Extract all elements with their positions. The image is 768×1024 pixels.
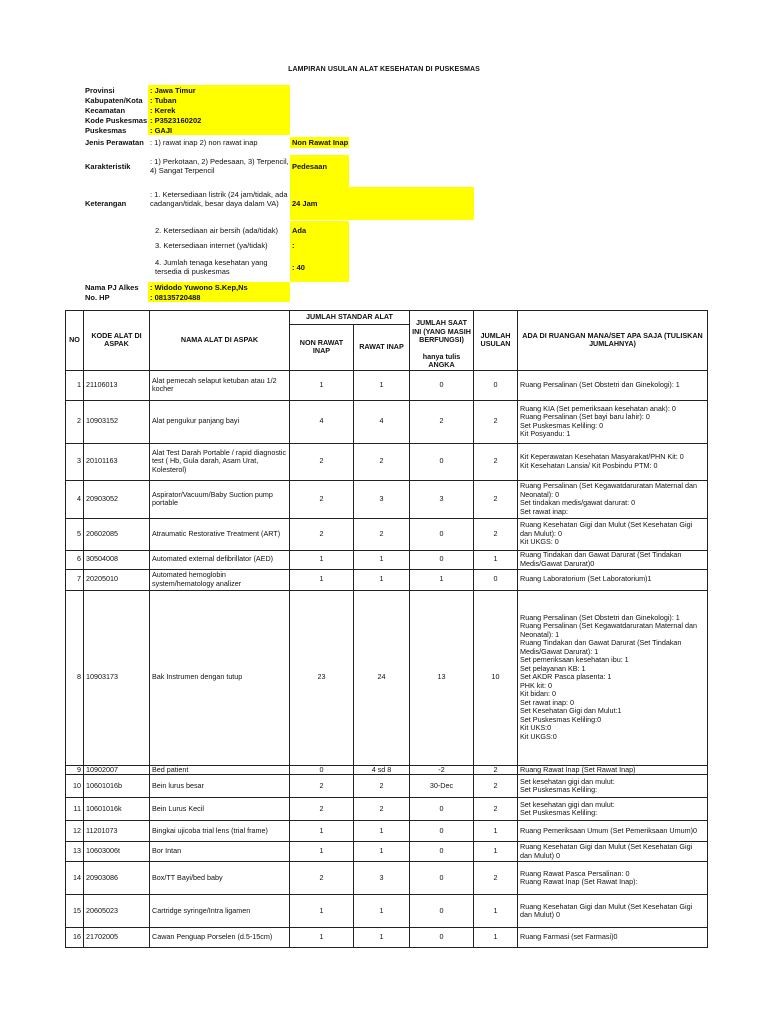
cell-rawat: 3: [354, 862, 410, 895]
table-row: [66, 370, 708, 400]
cell-non-rawat: 1: [290, 842, 354, 862]
cell-kode: 10903173: [84, 590, 150, 765]
cell-kode: 21106013: [84, 370, 150, 400]
listrik-value: 24 Jam: [292, 199, 318, 208]
cell-non-rawat: 2: [290, 798, 354, 821]
header-jumlah-standar: JUMLAH STANDAR ALAT: [290, 311, 410, 325]
cell-usulan: 0: [474, 569, 518, 590]
cell-non-rawat: 2: [290, 480, 354, 518]
highlight-listrik: [290, 187, 474, 220]
cell-ruangan: Ruang Persalinan (Set Obstetri dan Ginekologi): 1 Ruang Persalinan (Set Kegawatdaruratan Maternal dan Neonatal): 1 Ruang Tindakan dan Gawat Darurat (Set Tindakan Medis/Gawat Darurat): 1 Set pemeriksaan kesehatan ibu: 1 Set pelayanan KB: 1 Set AKDR Pasca plasenta: 1 PHK kit: 0 Kit bidan: 0 Set rawat inap: 0 Set Kesehatan Gigi dan Mulut:1 Set Puskesmas Keliling:0 Kit UKS:0 Kit UKGS:0: [518, 590, 708, 765]
provinsi-value: : Jawa Timur: [150, 86, 196, 95]
cell-usulan: 2: [474, 798, 518, 821]
table-row: [66, 821, 708, 842]
header-ruangan: ADA DI RUANGAN MANA/SET APA SAJA (TULISKAN JUMLAHNYA): [518, 311, 708, 371]
cell-ruangan: Ruang Persalinan (Set Kegawatdaruratan Maternal dan Neonatal): 0 Set tindakan medis/gawat darurat: 0 Set rawat inap:: [518, 480, 708, 518]
cell-ruangan: Ruang Tindakan dan Gawat Darurat (Set Tindakan Medis/Gawat Darurat)0: [518, 550, 708, 569]
cell-no: 13: [66, 842, 84, 862]
cell-nama: Bingkai ujicoba trial lens (trial frame): [150, 821, 290, 842]
table-row: [66, 895, 708, 928]
cell-rawat: 1: [354, 569, 410, 590]
header-saat-ini-note: hanya tulis ANGKA: [410, 353, 474, 371]
internet-value: :: [292, 241, 295, 250]
cell-rawat: 1: [354, 895, 410, 928]
cell-rawat: 24: [354, 590, 410, 765]
cell-ruangan: Ruang Kesehatan Gigi dan Mulut (Set Kesehatan Gigi dan Mulut) 0: [518, 895, 708, 928]
cell-kode: 10601016k: [84, 798, 150, 821]
cell-usulan: 2: [474, 400, 518, 443]
cell-no: 5: [66, 518, 84, 550]
cell-ruangan: Ruang KIA (Set pemeriksaan kesehatan anak): 0 Ruang Persalinan (Set bayi baru lahir): 0 Set Puskesmas Keliling: 0 Kit Posyandu: 1: [518, 400, 708, 443]
cell-non-rawat: 2: [290, 775, 354, 798]
pj-label: Nama PJ Alkes: [85, 283, 139, 292]
karakteristik-value: Pedesaan: [292, 162, 328, 171]
cell-usulan: 10: [474, 590, 518, 765]
listrik-question: : 1. Ketersediaan listrik (24 jam/tidak, ada cadangan/tidak, besar daya dalam VA): [150, 190, 288, 208]
table-row: [66, 569, 708, 590]
cell-no: 2: [66, 400, 84, 443]
cell-no: 6: [66, 550, 84, 569]
cell-kode: 20605023: [84, 895, 150, 928]
cell-rawat: 1: [354, 928, 410, 948]
tenaga-value: : 40: [292, 263, 305, 272]
cell-rawat: 2: [354, 443, 410, 480]
cell-ruangan: Ruang Pemeriksaan Umum (Set Pemeriksaan Umum)0: [518, 821, 708, 842]
cell-usulan: 1: [474, 550, 518, 569]
kabupaten-label: Kabupaten/Kota: [85, 96, 143, 105]
cell-usulan: 1: [474, 928, 518, 948]
header-saat-ini: JUMLAH SAAT INI (YANG MASIH BERFUNGSI): [410, 311, 474, 353]
cell-kode: 30504008: [84, 550, 150, 569]
table-body: [66, 370, 708, 948]
kode-label: Kode Puskesmas: [85, 116, 148, 125]
table-row: [66, 842, 708, 862]
cell-kode: 21702005: [84, 928, 150, 948]
cell-rawat: 4 sd 8: [354, 765, 410, 775]
cell-no: 10: [66, 775, 84, 798]
cell-non-rawat: 1: [290, 821, 354, 842]
cell-ruangan: Set kesehatan gigi dan mulut: Set Puskesmas Keliling:: [518, 775, 708, 798]
cell-rawat: 4: [354, 400, 410, 443]
cell-non-rawat: 0: [290, 765, 354, 775]
tenaga-question: 4. Jumlah tenaga kesehatan yang tersedia di puskesmas: [155, 258, 268, 276]
cell-nama: Alat Test Darah Portable / rapid diagnostic test ( Hb, Gula darah, Asam Urat, Kolesterol): [150, 443, 290, 480]
cell-saat-ini: 30-Dec: [410, 775, 474, 798]
cell-non-rawat: 2: [290, 443, 354, 480]
cell-saat-ini: 13: [410, 590, 474, 765]
hp-label: No. HP: [85, 293, 110, 302]
table-row: [66, 443, 708, 480]
table-row: [66, 400, 708, 443]
kode-value: : P3523160202: [150, 116, 202, 125]
cell-no: 3: [66, 443, 84, 480]
cell-saat-ini: 3: [410, 480, 474, 518]
cell-nama: Alat pengukur panjang bayi: [150, 400, 290, 443]
cell-usulan: 2: [474, 775, 518, 798]
cell-kode: 20205010: [84, 569, 150, 590]
table-row: [66, 590, 708, 765]
highlight-karakteristik: [290, 155, 349, 187]
cell-saat-ini: 0: [410, 895, 474, 928]
jenis-value: Non Rawat Inap: [292, 138, 349, 147]
cell-usulan: 0: [474, 370, 518, 400]
cell-kode: 20602085: [84, 518, 150, 550]
cell-ruangan: Ruang Rawat Inap (Set Rawat Inap): [518, 765, 708, 775]
header-no: NO: [66, 311, 84, 371]
cell-kode: 10603006t: [84, 842, 150, 862]
table-row: [66, 480, 708, 518]
cell-no: 7: [66, 569, 84, 590]
cell-rawat: 1: [354, 842, 410, 862]
table-row: [66, 928, 708, 948]
cell-usulan: 2: [474, 765, 518, 775]
cell-ruangan: Ruang Kesehatan Gigi dan Mulut (Set Kesehatan Gigi dan Mulut): 0 Kit UKGS: 0: [518, 518, 708, 550]
cell-rawat: 2: [354, 775, 410, 798]
equipment-table: [65, 310, 708, 948]
cell-kode: 20903052: [84, 480, 150, 518]
cell-non-rawat: 23: [290, 590, 354, 765]
karakteristik-label: Karakteristik: [85, 162, 131, 171]
cell-kode: 10902007: [84, 765, 150, 775]
cell-non-rawat: 1: [290, 550, 354, 569]
puskesmas-value: : GAJI: [150, 126, 173, 135]
cell-kode: 11201073: [84, 821, 150, 842]
table-row: [66, 518, 708, 550]
cell-saat-ini: 0: [410, 798, 474, 821]
cell-saat-ini: -2: [410, 765, 474, 775]
cell-non-rawat: 1: [290, 895, 354, 928]
cell-rawat: 1: [354, 550, 410, 569]
table-row: [66, 862, 708, 895]
cell-non-rawat: 1: [290, 370, 354, 400]
header-kode: KODE ALAT DI ASPAK: [84, 311, 150, 371]
provinsi-label: Provinsi: [85, 86, 115, 95]
table-row: [66, 550, 708, 569]
cell-no: 4: [66, 480, 84, 518]
cell-nama: Cartridge syringe/Intra ligamen: [150, 895, 290, 928]
karakteristik-options: : 1) Perkotaan, 2) Pedesaan, 3) Terpencil, 4) Sangat Terpencil: [150, 157, 289, 175]
jenis-label: Jenis Perawatan: [85, 138, 144, 147]
cell-kode: 20101163: [84, 443, 150, 480]
cell-usulan: 2: [474, 862, 518, 895]
cell-no: 9: [66, 765, 84, 775]
header-nama: NAMA ALAT DI ASPAK: [150, 311, 290, 371]
cell-rawat: 2: [354, 798, 410, 821]
cell-no: 12: [66, 821, 84, 842]
cell-non-rawat: 1: [290, 569, 354, 590]
cell-rawat: 2: [354, 518, 410, 550]
cell-usulan: 1: [474, 895, 518, 928]
cell-nama: Bor Intan: [150, 842, 290, 862]
cell-nama: Bein lurus besar: [150, 775, 290, 798]
cell-saat-ini: 2: [410, 400, 474, 443]
cell-no: 15: [66, 895, 84, 928]
cell-kode: 10601016b: [84, 775, 150, 798]
cell-saat-ini: 0: [410, 550, 474, 569]
cell-nama: Automated external defibrillator (AED): [150, 550, 290, 569]
header-rawat: RAWAT INAP: [354, 325, 410, 371]
header-usulan: JUMLAH USULAN: [474, 311, 518, 371]
puskesmas-label: Puskesmas: [85, 126, 127, 135]
cell-non-rawat: 2: [290, 518, 354, 550]
table-row: [66, 775, 708, 798]
cell-saat-ini: 0: [410, 842, 474, 862]
cell-nama: Alat pemecah selaput ketuban atau 1/2 kocher: [150, 370, 290, 400]
cell-no: 8: [66, 590, 84, 765]
keterangan-label: Keterangan: [85, 199, 127, 208]
cell-nama: Atraumatic Restorative Treatment (ART): [150, 518, 290, 550]
cell-kode: 20903086: [84, 862, 150, 895]
cell-ruangan: Ruang Farmasi (set Farmasi)0: [518, 928, 708, 948]
cell-ruangan: Ruang Persalinan (Set Obstetri dan Ginekologi): 1: [518, 370, 708, 400]
cell-ruangan: Ruang Laboratorium (Set Laboratorium)1: [518, 569, 708, 590]
cell-saat-ini: 1: [410, 569, 474, 590]
cell-saat-ini: 0: [410, 821, 474, 842]
kabupaten-value: : Tuban: [150, 96, 177, 105]
cell-rawat: 3: [354, 480, 410, 518]
cell-no: 16: [66, 928, 84, 948]
cell-ruangan: Kit Keperawatan Kesehatan Masyarakat/PHN Kit: 0 Kit Kesehatan Lansia/ Kit Posbindu PTM: 0: [518, 443, 708, 480]
cell-usulan: 1: [474, 842, 518, 862]
cell-usulan: 2: [474, 443, 518, 480]
kecamatan-value: : Kerek: [150, 106, 176, 115]
cell-non-rawat: 1: [290, 928, 354, 948]
cell-nama: Bein Lurus Kecil: [150, 798, 290, 821]
cell-no: 1: [66, 370, 84, 400]
air-question: 2. Ketersediaan air bersih (ada/tidak): [155, 226, 278, 235]
jenis-options: : 1) rawat inap 2) non rawat inap: [150, 138, 258, 147]
cell-usulan: 2: [474, 480, 518, 518]
cell-ruangan: Ruang Kesehatan Gigi dan Mulut (Set Kesehatan Gigi dan Mulut) 0: [518, 842, 708, 862]
cell-ruangan: Ruang Rawat Pasca Persalinan: 0 Ruang Rawat Inap (Set Rawat Inap):: [518, 862, 708, 895]
cell-usulan: 2: [474, 518, 518, 550]
kecamatan-label: Kecamatan: [85, 106, 126, 115]
cell-non-rawat: 2: [290, 862, 354, 895]
cell-saat-ini: 0: [410, 928, 474, 948]
air-value: Ada: [292, 226, 307, 235]
cell-kode: 10903152: [84, 400, 150, 443]
cell-nama: Box/TT Bayi/bed baby: [150, 862, 290, 895]
cell-rawat: 1: [354, 821, 410, 842]
cell-non-rawat: 4: [290, 400, 354, 443]
cell-nama: Cawan Penguap Porselen (d.5-15cm): [150, 928, 290, 948]
cell-nama: Bed patient: [150, 765, 290, 775]
hp-value: : 08135720488: [150, 293, 201, 302]
cell-saat-ini: 0: [410, 518, 474, 550]
cell-nama: Aspirator/Vacuum/Baby Suction pump portable: [150, 480, 290, 518]
cell-no: 14: [66, 862, 84, 895]
cell-usulan: 1: [474, 821, 518, 842]
cell-saat-ini: 0: [410, 370, 474, 400]
pj-value: : Widodo Yuwono S.Kep,Ns: [150, 283, 248, 292]
header-non-rawat: NON RAWAT INAP: [290, 325, 354, 371]
table-row: [66, 798, 708, 821]
document-title: LAMPIRAN USULAN ALAT KESEHATAN DI PUSKESMAS: [288, 66, 480, 73]
cell-ruangan: Set kesehatan gigi dan mulut: Set Puskesmas Keliling:: [518, 798, 708, 821]
cell-saat-ini: 0: [410, 443, 474, 480]
cell-nama: Automated hemoglobin system/hematology analizer: [150, 569, 290, 590]
cell-rawat: 1: [354, 370, 410, 400]
table-row: [66, 765, 708, 775]
cell-no: 11: [66, 798, 84, 821]
internet-question: 3. Ketersediaan internet (ya/tidak): [155, 241, 268, 250]
cell-nama: Bak Instrumen dengan tutup: [150, 590, 290, 765]
cell-saat-ini: 0: [410, 862, 474, 895]
